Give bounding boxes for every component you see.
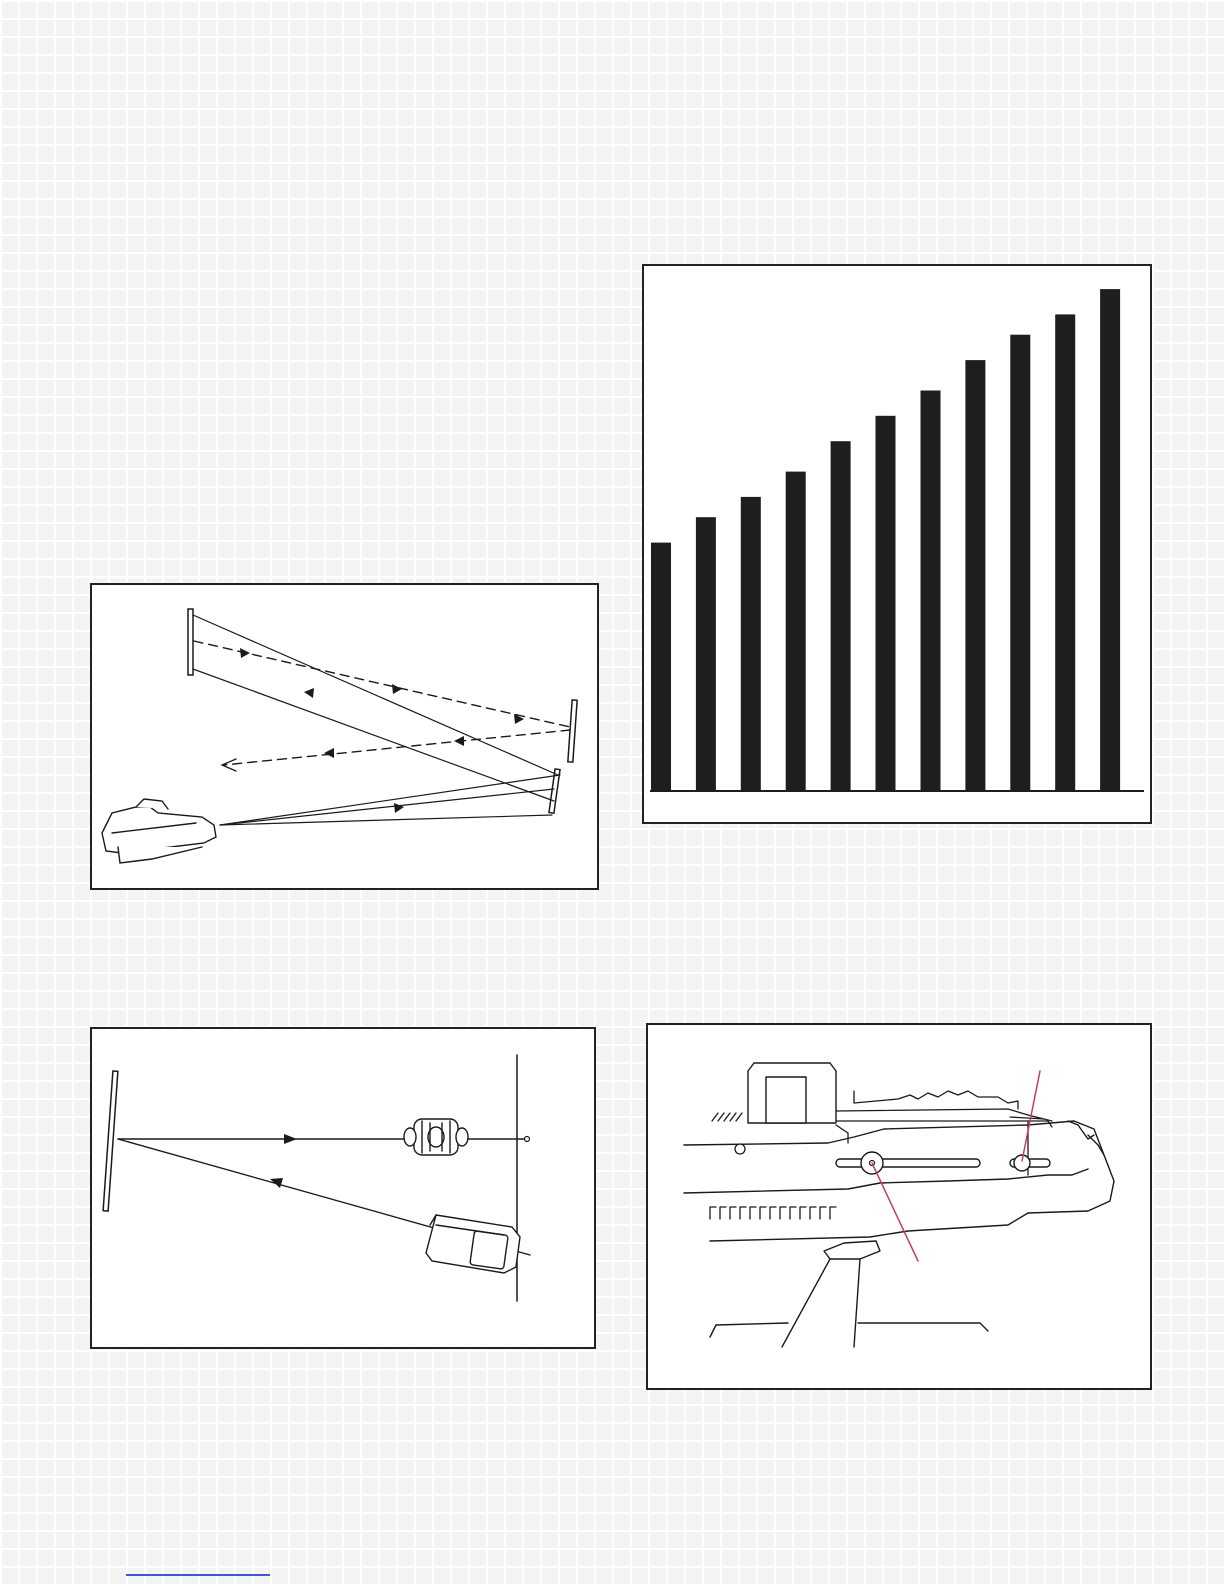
projector-icon xyxy=(102,799,216,863)
ridge-mark xyxy=(790,1207,796,1219)
bar-chart-svg xyxy=(644,266,1150,822)
solid-light-beam xyxy=(193,615,560,825)
mirror-reflection-drawing xyxy=(92,585,597,888)
stand-base xyxy=(710,1241,988,1347)
ridge-mark xyxy=(760,1207,766,1219)
bar-4 xyxy=(786,472,806,791)
footer-link-rule xyxy=(126,1574,270,1576)
ridge-mark xyxy=(720,1207,726,1219)
ray-arrows xyxy=(270,1134,297,1188)
bar-8 xyxy=(965,360,985,791)
vent-slots xyxy=(712,1113,742,1121)
bar-9 xyxy=(1010,335,1030,791)
device-callout-figure xyxy=(646,1023,1152,1390)
ridge-mark xyxy=(780,1207,786,1219)
ridge-mark xyxy=(750,1207,756,1219)
wall-mirror xyxy=(103,1071,118,1211)
person-mirror-figure xyxy=(90,1027,596,1349)
ridge-marks xyxy=(710,1207,836,1219)
device-body xyxy=(684,1121,1114,1241)
camera-icon xyxy=(426,1215,520,1273)
ridge-mark xyxy=(830,1207,836,1219)
bar-5 xyxy=(831,441,851,791)
mirror-reflection-figure xyxy=(90,583,599,890)
bar-7 xyxy=(921,391,941,792)
bar-1 xyxy=(651,543,671,791)
ridge-mark xyxy=(770,1207,776,1219)
bar-chart-figure xyxy=(642,264,1152,824)
device-drawing xyxy=(648,1025,1150,1388)
person-mirror-drawing xyxy=(92,1029,594,1347)
end-point-marker xyxy=(525,1137,530,1142)
ridge-mark xyxy=(820,1207,826,1219)
side-button xyxy=(735,1144,745,1154)
bar-10 xyxy=(1055,314,1075,791)
ridge-mark xyxy=(730,1207,736,1219)
bar-11 xyxy=(1100,289,1120,791)
direction-arrows xyxy=(240,648,524,813)
bar-3 xyxy=(741,497,761,791)
ridge-mark xyxy=(740,1207,746,1219)
ridge-mark xyxy=(810,1207,816,1219)
ridge-mark xyxy=(710,1207,716,1219)
person-icon xyxy=(404,1119,468,1155)
ridge-mark xyxy=(800,1207,806,1219)
mirror-top-left xyxy=(188,609,193,675)
display-housing xyxy=(748,1063,836,1123)
mirror-right-upper xyxy=(568,700,577,762)
bar-6 xyxy=(876,416,896,791)
dashed-light-path xyxy=(194,641,570,765)
bar-2 xyxy=(696,517,716,791)
